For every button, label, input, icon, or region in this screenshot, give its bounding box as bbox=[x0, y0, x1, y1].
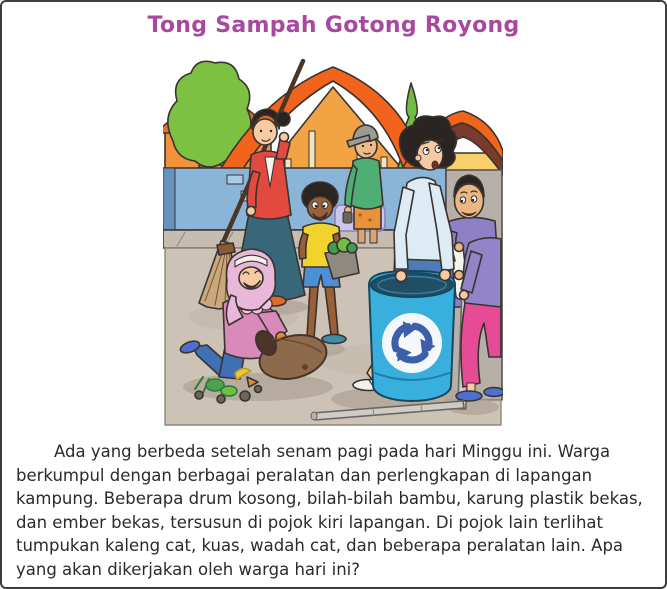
story-paragraph: Ada yang berbeda setelah senam pagi pada hari Minggu ini. Warga berkumpul dengan berbagai peralatan dan perlengkapan di lapangan kampung. Beberapa drum kosong, bilah-bilah bambu, karung plastik bekas, dan ember bekas, tersusun di pojok kiri lapangan. Di pojok lain terlihat tumpukan kaleng cat, kuas, wadah cat, dan beberapa peralatan lain. Apa yang akan dikerjakan oleh warga hari ini? bbox=[16, 442, 643, 579]
hand-on-rim bbox=[396, 271, 407, 282]
hand-on-rim bbox=[440, 270, 451, 281]
page-title: Tong Sampah Gotong Royong bbox=[147, 13, 520, 38]
hand-on-rim bbox=[455, 271, 464, 280]
illustration-gotong-royong bbox=[163, 52, 503, 432]
recycle-drum bbox=[369, 270, 464, 402]
recycle-badge bbox=[382, 313, 442, 373]
